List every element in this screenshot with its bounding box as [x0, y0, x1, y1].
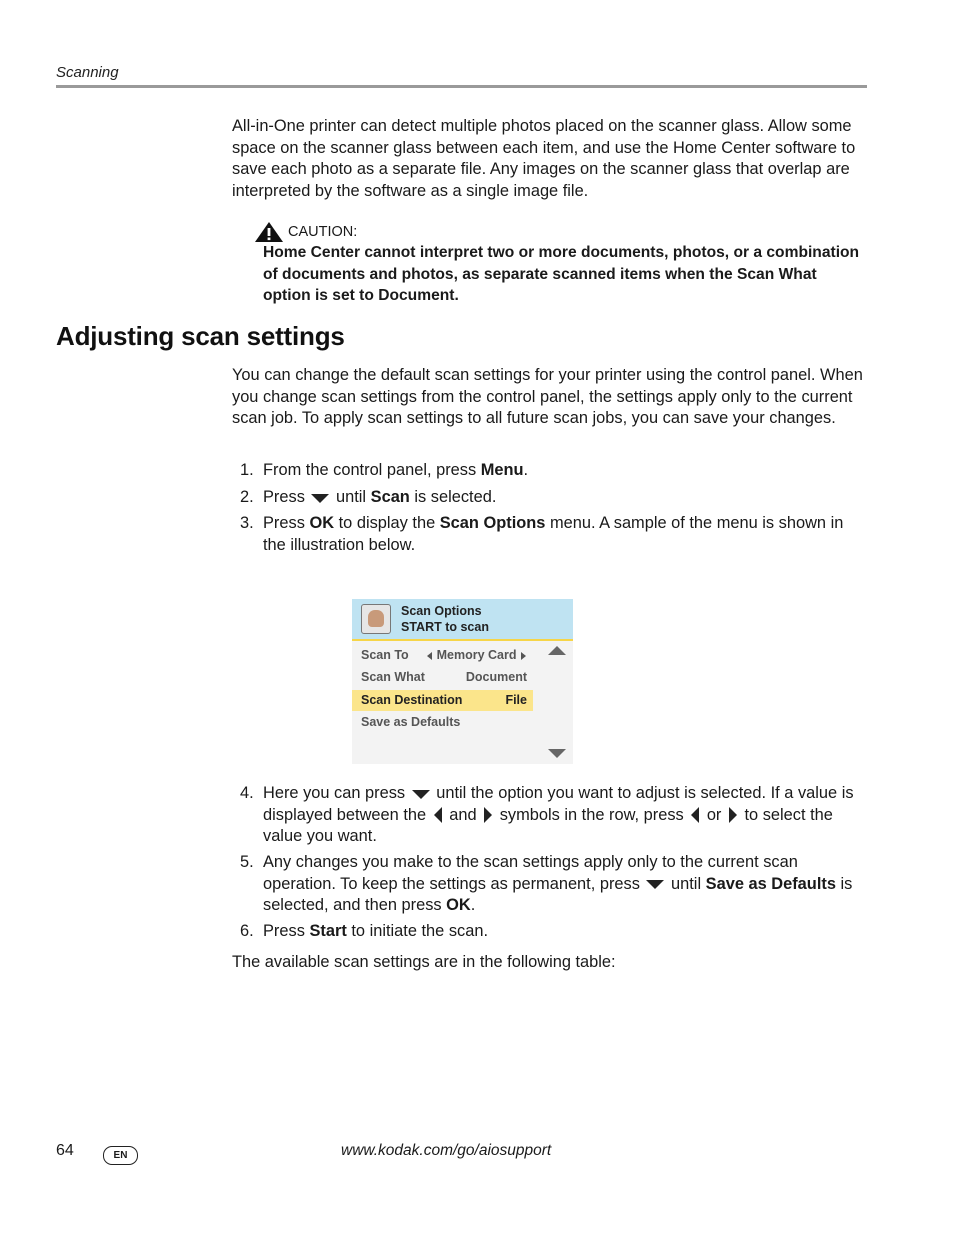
down-arrow-icon	[309, 492, 331, 504]
menu-title-text: Scan Options	[401, 604, 482, 618]
step-number: 1.	[240, 461, 254, 479]
up-arrow-icon	[547, 644, 567, 656]
menu-row-scan-what	[352, 667, 533, 688]
caution-header	[254, 221, 357, 243]
menu-subtitle-text: START to scan	[401, 620, 489, 634]
menu-row-save-as-defaults	[352, 712, 533, 733]
menu-row-value: Memory Card	[426, 645, 527, 666]
warning-triangle-icon	[254, 221, 284, 243]
down-arrow-icon	[547, 748, 567, 760]
menu-title	[401, 603, 489, 635]
step-number: 2.	[240, 488, 254, 506]
step-text: Press Start to initiate the scan.	[263, 922, 489, 940]
down-arrow-icon	[644, 878, 666, 890]
support-url[interactable]: www.kodak.com/go/aiosupport	[341, 1142, 552, 1159]
photo-thumbnail-icon	[361, 604, 391, 634]
scan-options-menu-illustration	[352, 599, 573, 764]
table-intro: The available scan settings are in the following table:	[232, 953, 616, 971]
right-arrow-icon	[520, 651, 527, 661]
menu-row-label: Scan To	[361, 648, 409, 662]
intro-paragraph: All-in-One printer can detect multiple photos placed on the scanner glass. Allow some space on the scanner glass between each item, and use the Home Center software to save each photo as a separate file. Any images on the scanner glass that overlap are interpreted by the software as a single image file.	[232, 117, 856, 200]
step-text: From the control panel, press Menu.	[263, 461, 529, 479]
step-number: 6.	[240, 922, 254, 940]
step-text: Here you can press until the option you want to adjust is selected. If a value is displayed between the and symbols in the row, press or to select the value you want.	[263, 784, 854, 846]
section-heading: Adjusting scan settings	[56, 321, 345, 351]
caution-text: Home Center cannot interpret two or more documents, photos, or a combination of documents and photos, as separate scanned items when the Scan What option is set to Document.	[263, 244, 860, 305]
caution-label: CAUTION:	[288, 224, 358, 240]
menu-header	[352, 599, 573, 641]
page-number: 64	[56, 1142, 74, 1159]
right-arrow-icon	[726, 806, 740, 824]
header-rule	[56, 85, 867, 88]
menu-row-value: File	[505, 693, 527, 707]
left-arrow-icon	[688, 806, 702, 824]
menu-row-label: Scan What	[361, 670, 425, 684]
right-arrow-icon	[481, 806, 495, 824]
menu-row-label: Save as Defaults	[361, 715, 461, 729]
left-arrow-icon	[426, 651, 433, 661]
step-text: Any changes you make to the scan settings apply only to the current scan operation. To keep the settings as permanent, press until Save as Defaults is selected, and then press OK.	[263, 853, 853, 915]
menu-row-scan-destination	[352, 690, 533, 711]
step-number: 3.	[240, 514, 254, 532]
section-label: Scanning	[56, 64, 119, 81]
step-number: 5.	[240, 853, 254, 871]
step-text: Press OK to display the Scan Options menu. A sample of the menu is shown in the illustration below.	[263, 514, 844, 554]
down-arrow-icon	[410, 788, 432, 800]
menu-row-value: Document	[465, 670, 527, 684]
section-paragraph: You can change the default scan settings for your printer using the control panel. When you change scan settings from the control panel, the settings apply only to the current scan job. To apply scan settings to all future scan jobs, you can save your changes.	[232, 366, 863, 428]
step-number: 4.	[240, 784, 254, 802]
menu-row-scan-to	[352, 645, 533, 666]
step-text: Press until Scan is selected.	[263, 488, 497, 506]
language-badge: EN	[103, 1146, 138, 1165]
menu-row-label: Scan Destination	[361, 693, 463, 707]
left-arrow-icon	[431, 806, 445, 824]
